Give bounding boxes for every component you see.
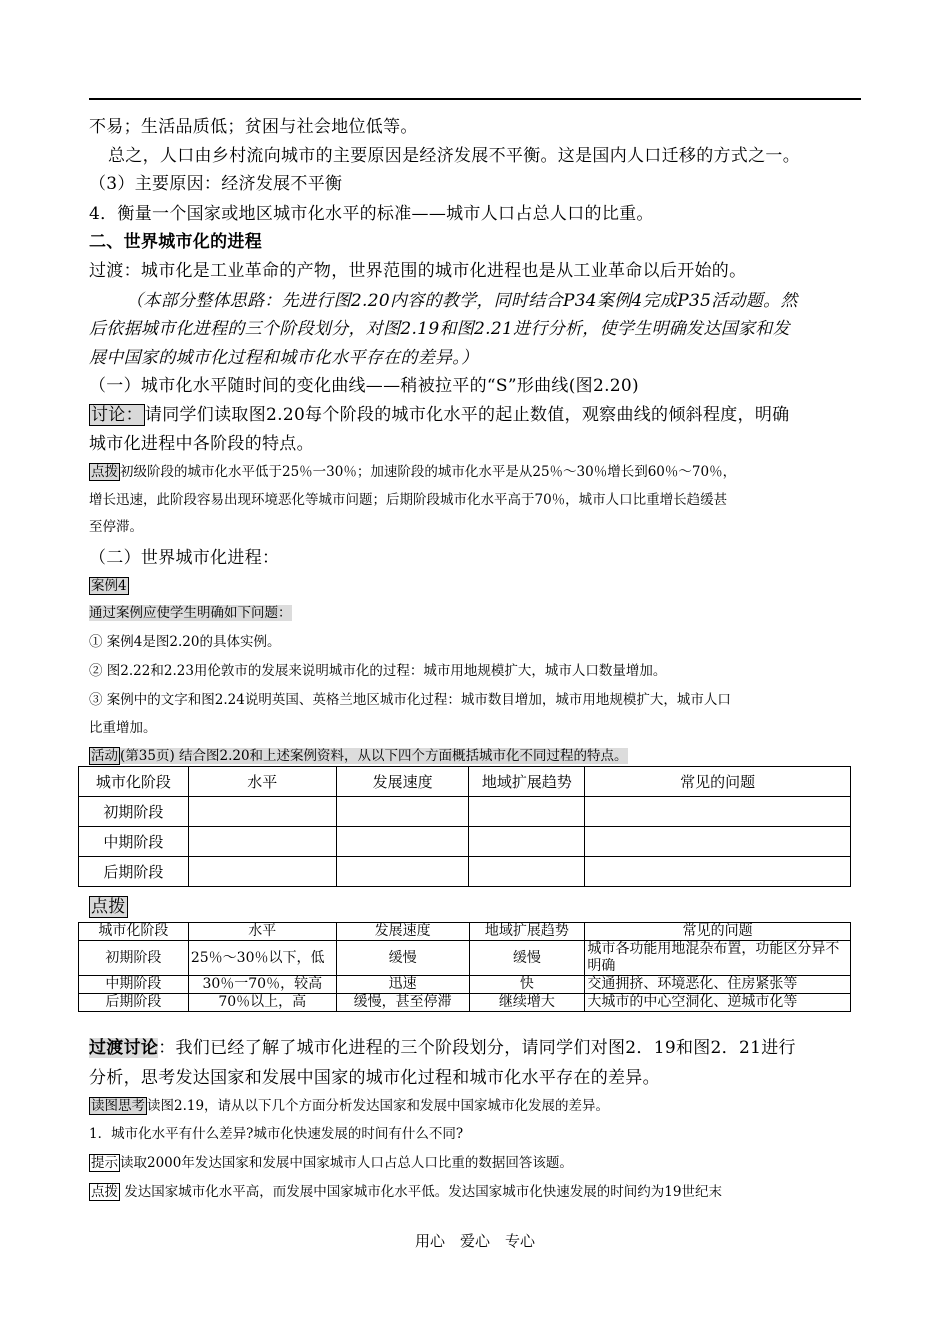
text-line: 至停滞。 (89, 519, 143, 535)
table-cell: 继续增大 (469, 994, 585, 1012)
text-line: 4．衡量一个国家或地区城市化水平的标准——城市人口占总人口的比重。 (89, 204, 654, 224)
text-line: 比重增加。 (89, 720, 157, 736)
table-row (79, 994, 851, 1012)
tip-text: 读取2000年发达国家和发展中国家城市人口占总人口比重的数据回答该题。 (120, 1155, 573, 1171)
header-cell: 常见的问题 (585, 923, 851, 941)
table-cell: 中期阶段 (79, 976, 189, 994)
text-line: 不易；生活品质低；贫困与社会地位低等。 (89, 117, 418, 137)
stage-cell: 后期阶段 (79, 857, 189, 887)
header-cell: 发展速度 (336, 923, 469, 941)
activity-line (89, 744, 628, 764)
text-line: 城市化进程中各阶段的特点。 (89, 434, 314, 454)
italic-note-line: （本部分整体思路：先进行图2.20内容的教学，同时结合P34案例4完成P35活动题。然 (126, 291, 798, 311)
hint-tag: 点拨 (91, 1184, 118, 1200)
table-cell: 后期阶段 (79, 994, 189, 1012)
table-row (79, 941, 851, 976)
transition-tag: 过渡讨论 (89, 1038, 159, 1058)
table-cell: 缓慢 (469, 941, 585, 976)
table-row (79, 976, 851, 994)
text-line: 分析，思考发达国家和发展中国家的城市化过程和城市化水平存在的差异。 (89, 1068, 660, 1088)
italic-note-line: 后依据城市化进程的三个阶段划分，对图2.19和图2.21进行分析，使学生明确发达国家和发 (89, 319, 790, 339)
discussion-tag: 讨论： (91, 405, 143, 425)
stage-cell: 中期阶段 (79, 827, 189, 857)
table-cell: 交通拥挤、环境恶化、住房紧张等 (585, 976, 851, 994)
stage-cell: 初期阶段 (79, 797, 189, 827)
table-cell: 初期阶段 (79, 941, 189, 976)
tip-line (89, 1151, 573, 1171)
hint-tag: 点拨 (91, 464, 118, 480)
reading-line (89, 1094, 609, 1114)
table-row (79, 827, 851, 857)
header-cell: 地域扩展趋势 (469, 767, 585, 797)
text-line: ① 案例4是图2.20的具体实例。 (89, 634, 281, 650)
case-tag: 案例4 (91, 578, 127, 594)
transition-text: ：我们已经了解了城市化进程的三个阶段划分，请同学们对图2．19和图2．21进行 (158, 1038, 796, 1058)
header-rule (89, 98, 861, 100)
activity-table (78, 766, 851, 887)
discussion-text: 请同学们读取图2.20每个阶段的城市化水平的起止数值，观察曲线的倾斜程度，明确 (144, 405, 790, 425)
hint-line (89, 892, 128, 917)
table-cell: 快 (469, 976, 585, 994)
hint-line (89, 1180, 722, 1200)
header-cell: 城市化阶段 (79, 923, 189, 941)
table-cell: 缓慢，甚至停滞 (336, 994, 469, 1012)
activity-text: (第35页) 结合图2.20和上述案例资料，从以下四个方面概括城市化不同过程的特点。 (120, 748, 628, 764)
text-line: （3）主要原因：经济发展不平衡 (89, 174, 343, 194)
hint-text: 发达国家城市化水平高，而发展中国家城市化水平低。发达国家城市化快速发展的时间约为19世纪末 (120, 1184, 722, 1200)
transition-line (89, 1033, 796, 1058)
text-line: 过渡：城市化是工业革命的产物，世界范围的城市化进程也是从工业革命以后开始的。 (89, 261, 747, 281)
text-line (89, 601, 292, 621)
hint-text: 初级阶段的城市化水平低于25％一30％；加速阶段的城市化水平是从25％～30％增长到60％～70％， (120, 464, 737, 480)
header-cell: 常见的问题 (585, 767, 851, 797)
table-row (79, 857, 851, 887)
header-cell: 地域扩展趋势 (469, 923, 585, 941)
italic-note-line: 展中国家的城市化过程和城市化水平存在的差异。） (89, 348, 479, 368)
table-cell: 70％以上，高 (188, 994, 336, 1012)
text-line: ③ 案例中的文字和图2.24说明英国、英格兰地区城市化过程：城市数目增加，城市用地规模扩大，城市人口 (89, 692, 731, 708)
question-line: 1．城市化水平有什么差异?城市化快速发展的时间有什么不同? (89, 1126, 464, 1142)
reading-text: 读图2.19，请从以下几个方面分析发达国家和发展中国家城市化发展的差异。 (147, 1098, 610, 1114)
text-line: 增长迅速，此阶段容易出现环境恶化等城市问题；后期阶段城市化水平高于70％，城市人口比重增长趋缓甚 (89, 492, 728, 508)
table-header-row (79, 767, 851, 797)
table-cell: 30％一70％，较高 (188, 976, 336, 994)
hint-tag: 点拨 (91, 897, 126, 917)
hint-line (89, 460, 736, 480)
table-header-row (79, 923, 851, 941)
header-cell: 城市化阶段 (79, 767, 189, 797)
subsection-heading: （二）世界城市化进程： (89, 548, 280, 568)
section-heading: 二、世界城市化的进程 (89, 232, 262, 252)
discussion-line (89, 400, 789, 425)
reading-tag: 读图思考 (91, 1098, 145, 1114)
table-cell: 迅速 (336, 976, 469, 994)
subsection-heading: （一）城市化水平随时间的变化曲线——稍被拉平的“S”形曲线(图2.20) (89, 376, 639, 396)
header-cell: 水平 (188, 923, 336, 941)
highlighted-text: 通过案例应使学生明确如下问题： (89, 605, 292, 621)
table-cell: 大城市的中心空洞化、逆城市化等 (585, 994, 851, 1012)
tip-tag: 提示 (91, 1155, 118, 1171)
table-cell: 25％～30％以下，低 (188, 941, 336, 976)
case-line (89, 574, 129, 594)
header-cell: 水平 (188, 767, 336, 797)
page-footer: 用心 爱心 专心 (414, 1232, 535, 1250)
answer-table (78, 922, 851, 1012)
table-cell: 缓慢 (336, 941, 469, 976)
table-cell: 城市各功能用地混杂布置，功能区分异不明确 (585, 941, 851, 976)
text-line: ② 图2.22和2.23用伦敦市的发展来说明城市化的过程：城市用地规模扩大，城市人口数量增加。 (89, 663, 667, 679)
text-line: 总之，人口由乡村流向城市的主要原因是经济发展不平衡。这是国内人口迁移的方式之一。 (108, 146, 800, 166)
table-row (79, 797, 851, 827)
activity-tag: 活动 (91, 748, 118, 764)
header-cell: 发展速度 (336, 767, 469, 797)
